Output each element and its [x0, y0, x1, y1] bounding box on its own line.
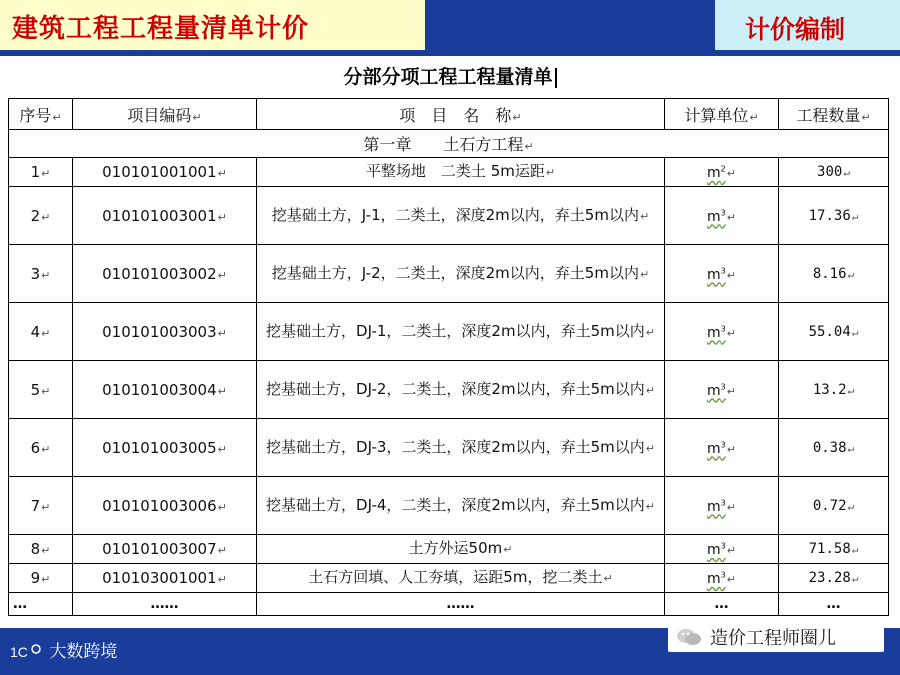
- cell-name: ……: [257, 593, 665, 616]
- cell-no: 9↵: [9, 564, 73, 593]
- cell-unit: $m^3↵$: [665, 187, 779, 245]
- cell-code: 010101003005↵: [73, 419, 257, 477]
- ellipsis-row: [9, 593, 889, 616]
- document-title: [0, 62, 900, 89]
- cell-name: 土石方回填、人工夯填，运距5m，挖二类土↵: [257, 564, 665, 593]
- table-row: [9, 303, 889, 361]
- cell-unit: $m^3↵$: [665, 245, 779, 303]
- cell-qty: 55.04↵: [779, 303, 889, 361]
- cell-code: 010101003003↵: [73, 303, 257, 361]
- cell-code: 010101003001↵: [73, 187, 257, 245]
- cell-qty: 8.16↵: [779, 245, 889, 303]
- cell-no: …: [9, 593, 73, 616]
- section-cell: 第一章 土石方工程↵: [9, 130, 889, 158]
- cell-no: 4↵: [9, 303, 73, 361]
- footer-logo-text: 大数跨境: [49, 642, 118, 662]
- cell-no: 7↵: [9, 477, 73, 535]
- cell-no: 1↵: [9, 158, 73, 187]
- cell-name: 挖基础土方，DJ-4，二类土，深度2m以内，弃土5m以内↵: [257, 477, 665, 535]
- slide-title: 建筑工程工程量清单计价: [12, 14, 310, 44]
- table-row: [9, 419, 889, 477]
- brand-logo-icon: [10, 642, 44, 662]
- cell-code: 010103001001↵: [73, 564, 257, 593]
- cell-name: 平整场地 二类土 5m运距↵: [257, 158, 665, 187]
- wechat-icon: [676, 627, 702, 647]
- cell-unit: $m^3↵$: [665, 361, 779, 419]
- cell-code: 010101001001↵: [73, 158, 257, 187]
- bill-of-quantities-table: [8, 98, 889, 616]
- cell-name: 挖基础土方，DJ-1，二类土，深度2m以内，弃土5m以内↵: [257, 303, 665, 361]
- cell-qty: 71.58↵: [779, 535, 889, 564]
- cell-unit: $m^3↵$: [665, 535, 779, 564]
- footer-logo: [10, 637, 117, 662]
- table-row: [9, 361, 889, 419]
- cell-unit: …: [665, 593, 779, 616]
- cell-qty: 17.36↵: [779, 187, 889, 245]
- cell-no: 6↵: [9, 419, 73, 477]
- header-left-panel: [0, 0, 425, 50]
- cell-no: 8↵: [9, 535, 73, 564]
- cell-qty: 23.28↵: [779, 564, 889, 593]
- cell-qty: …: [779, 593, 889, 616]
- cell-code: 010101003007↵: [73, 535, 257, 564]
- cell-name: 挖基础土方，J-1，二类土，深度2m以内，弃土5m以内↵: [257, 187, 665, 245]
- cell-code: 010101003002↵: [73, 245, 257, 303]
- svg-text:1C: 1C: [10, 644, 28, 660]
- table-header-row: [9, 99, 889, 130]
- cell-qty: 0.72↵: [779, 477, 889, 535]
- cell-name: 挖基础土方，J-2，二类土，深度2m以内，弃土5m以内↵: [257, 245, 665, 303]
- cell-name: 挖基础土方，DJ-3，二类土，深度2m以内，弃土5m以内↵: [257, 419, 665, 477]
- cell-name: 挖基础土方，DJ-2，二类土，深度2m以内，弃土5m以内↵: [257, 361, 665, 419]
- cell-no: 5↵: [9, 361, 73, 419]
- cell-code: 010101003006↵: [73, 477, 257, 535]
- header-cell-code: 项目编码↵: [73, 99, 257, 130]
- header-cell-qty: 工程数量↵: [779, 99, 889, 130]
- table-row: [9, 158, 889, 187]
- cell-code: 010101003004↵: [73, 361, 257, 419]
- cell-no: 3↵: [9, 245, 73, 303]
- watermark-text: 造价工程师圈儿: [710, 628, 836, 649]
- cell-unit: $m^3↵$: [665, 564, 779, 593]
- cell-no: 2↵: [9, 187, 73, 245]
- cell-unit: $m^3↵$: [665, 303, 779, 361]
- cell-unit: $m^3↵$: [665, 419, 779, 477]
- cell-name: 土方外运50m↵: [257, 535, 665, 564]
- cell-unit: $m^2↵$: [665, 158, 779, 187]
- table-row: [9, 477, 889, 535]
- section-title: 计价编制: [745, 15, 846, 44]
- table-row: [9, 564, 889, 593]
- header-cell-name: 项 目 名 称↵: [257, 99, 665, 130]
- header-right-panel: [715, 0, 900, 50]
- cell-unit: $m^3↵$: [665, 477, 779, 535]
- header-divider: [0, 50, 900, 56]
- cell-qty: 300↵: [779, 158, 889, 187]
- document-title-text: 分部分项工程工程量清单: [343, 66, 553, 88]
- header-mid-band: [425, 0, 715, 50]
- cell-code: ……: [73, 593, 257, 616]
- section-row: [9, 130, 889, 158]
- cell-qty: 13.2↵: [779, 361, 889, 419]
- table-row: [9, 245, 889, 303]
- cell-qty: 0.38↵: [779, 419, 889, 477]
- header-cell-no: 序号↵: [9, 99, 73, 130]
- header-cell-unit: 计算单位↵: [665, 99, 779, 130]
- table-row: [9, 187, 889, 245]
- text-cursor: [555, 68, 557, 88]
- table-row: [9, 535, 889, 564]
